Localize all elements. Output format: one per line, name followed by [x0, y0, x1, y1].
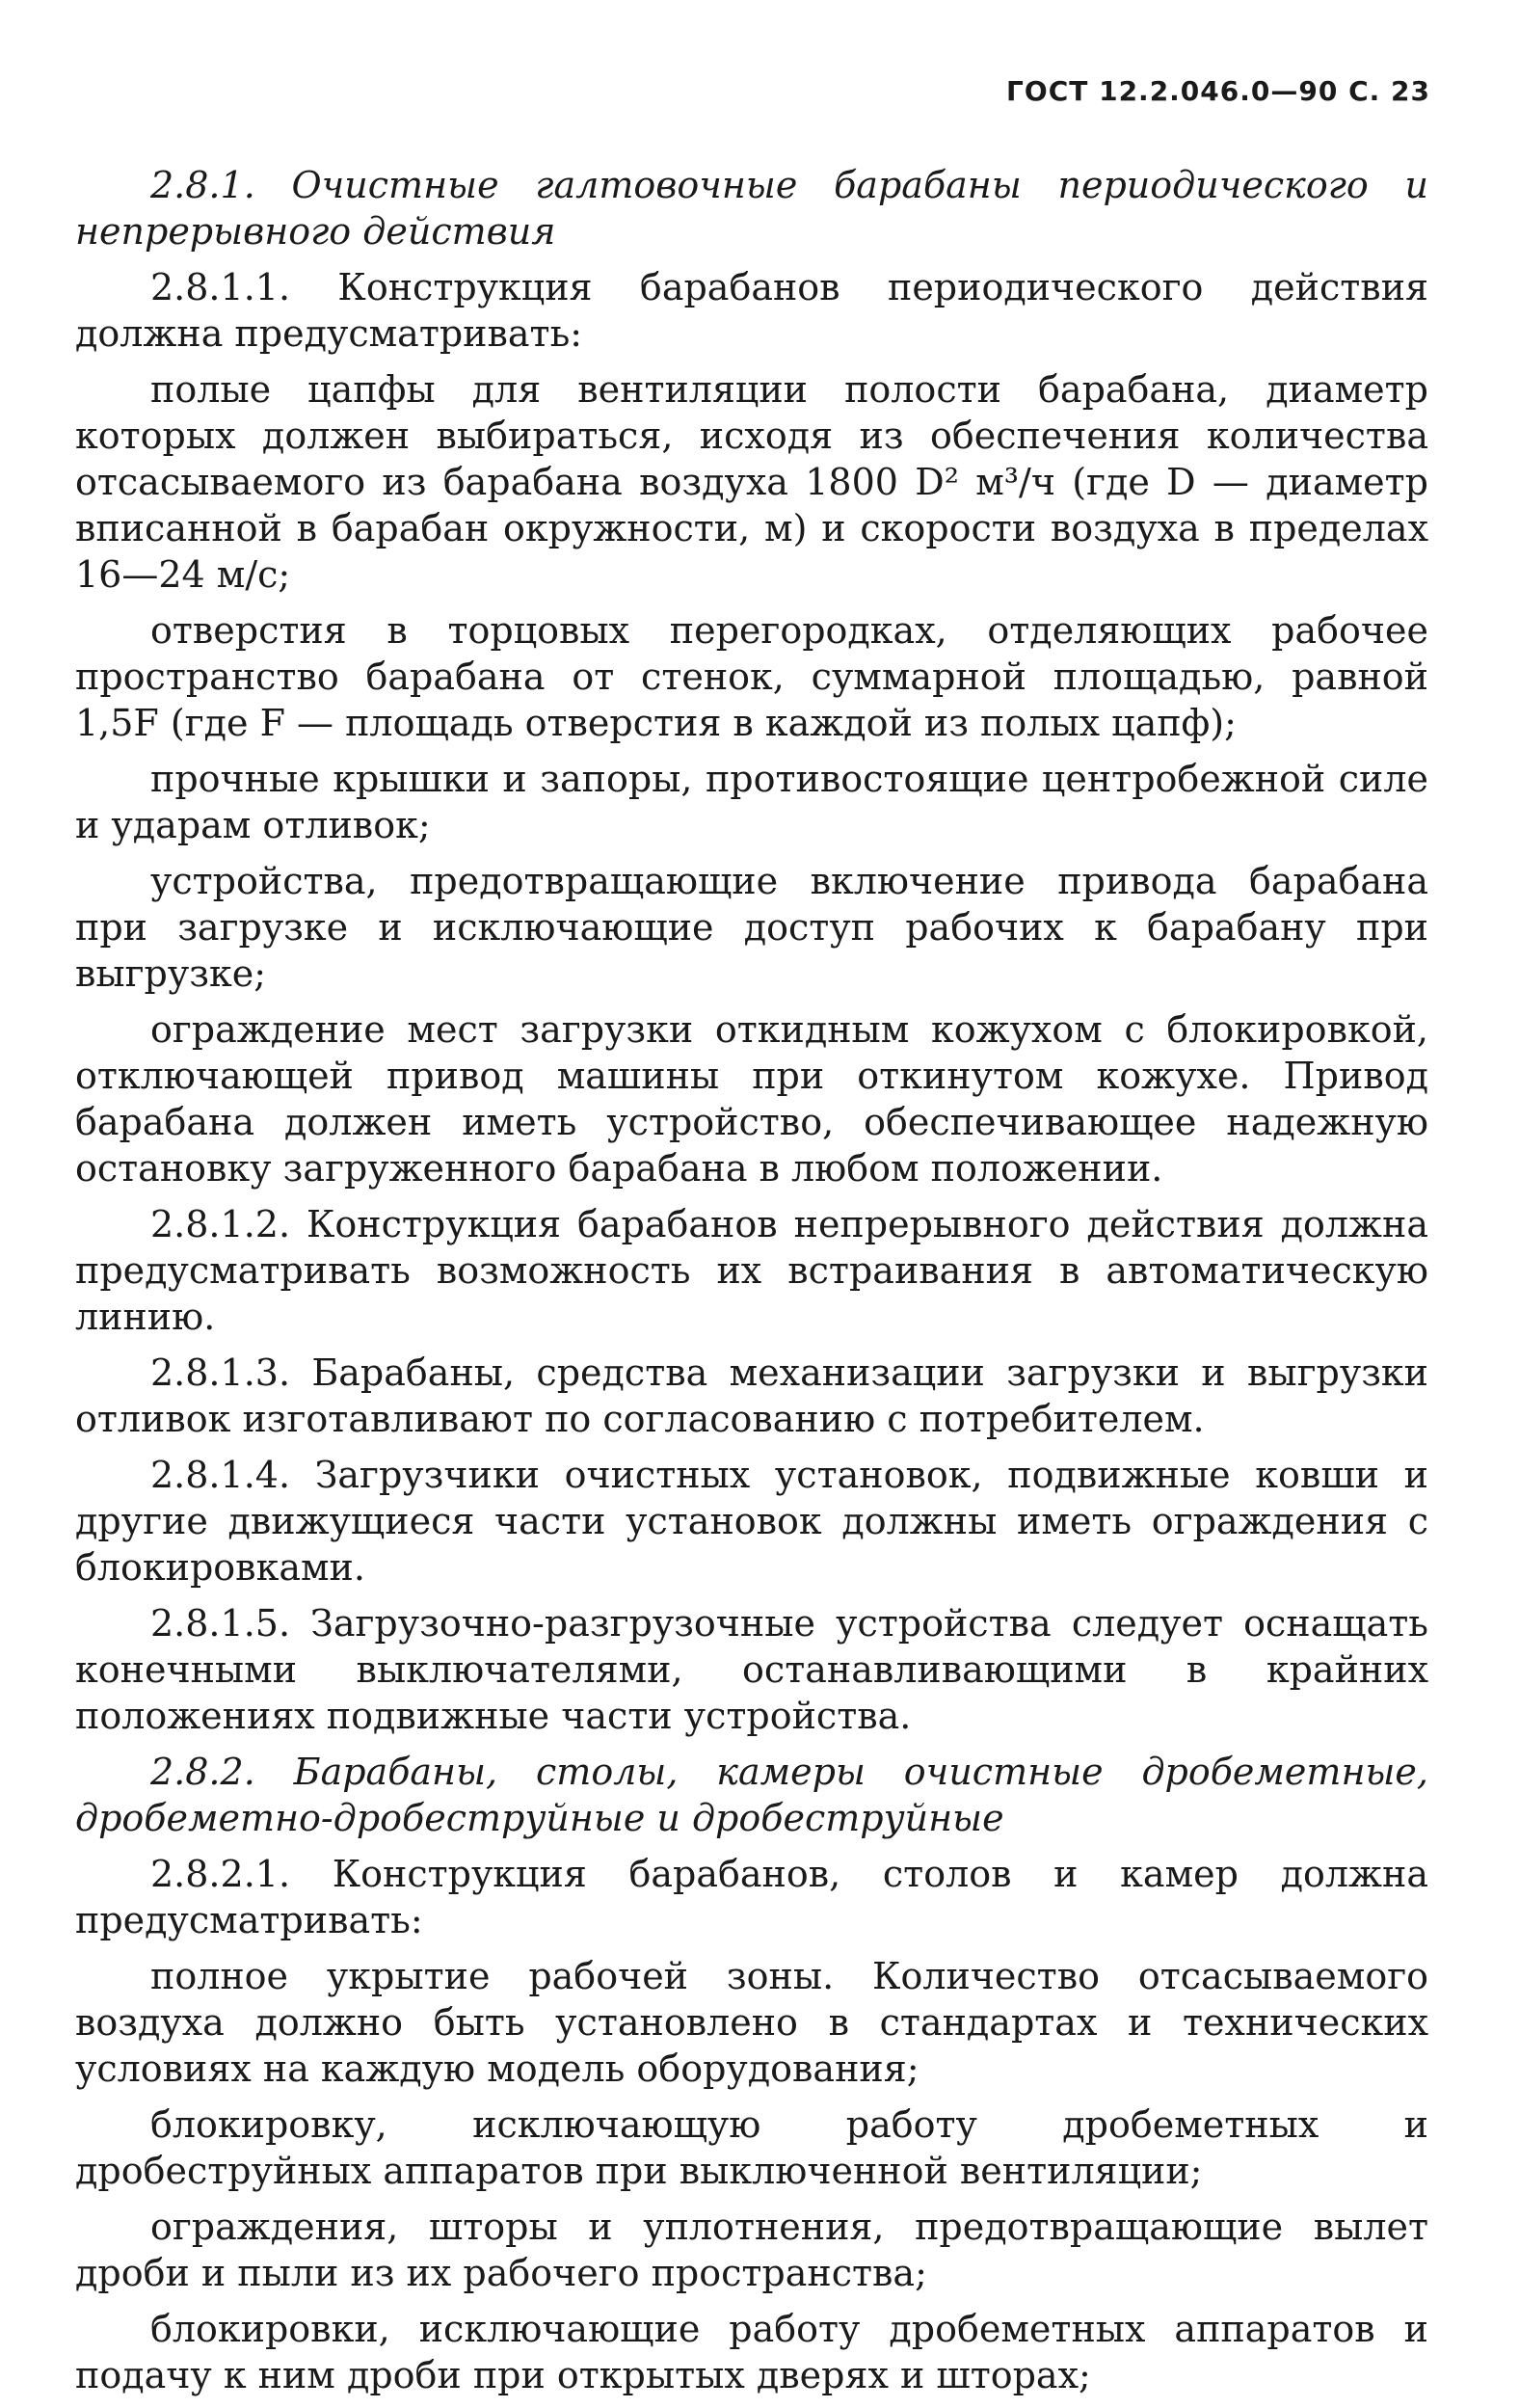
paragraph-2-8-1-2: 2.8.1.2. Конструкция барабанов непрерывного действия должна предусматривать возможность их встраивания в автоматическую линию. [75, 1203, 1428, 1338]
paragraph-hollow-trunnions: полые цапфы для вентиляции полости барабана, диаметр которых должен выбираться, исходя из обеспечения количества отсасываемого из барабана воздуха 1800 D² м³/ч (где D — диаметр вписанной в барабан окружности, м) и скорости воздуха в пределах 16—24 м/с; [75, 368, 1428, 596]
paragraph-guards-curtains: ограждения, шторы и уплотнения, предотвращающие вылет дроби и пыли из их рабочего пространства; [75, 2206, 1428, 2294]
section-heading-2-8-2: 2.8.2. Барабаны, столы, камеры очистные дробеметные, дробеметно-дробеструйные и дробеструйные [75, 1751, 1428, 1839]
section-heading-2-8-1: 2.8.1. Очистные галтовочные барабаны периодического и непрерывного действия [75, 164, 1428, 253]
paragraph-covers-locks: прочные крышки и запоры, противостоящие центробежной силе и ударам отливок; [75, 758, 1428, 846]
paragraph-2-8-1-5: 2.8.1.5. Загрузочно-разгрузочные устройства следует оснащать конечными выключателями, останавливающими в крайних положениях подвижные части устройства. [75, 1602, 1428, 1737]
paragraph-loading-guard: ограждение мест загрузки откидным кожухом с блокировкой, отключающей привод машины при откинутом кожухе. Привод барабана должен иметь устройство, обеспечивающее надежную остановку загруженного барабана в любом положении. [75, 1008, 1428, 1190]
paragraph-full-enclosure: полное укрытие рабочей зоны. Количество отсасываемого воздуха должно быть установлено в стандартах и технических условиях на каждую модель оборудования; [75, 1955, 1428, 2090]
page-header: ГОСТ 12.2.046.0—90 С. 23 [1006, 75, 1430, 107]
paragraph-2-8-1-4: 2.8.1.4. Загрузчики очистных установок, подвижные ковши и другие движущиеся части установок должны иметь ограждения с блокировками. [75, 1454, 1428, 1589]
paragraph-2-8-1-1: 2.8.1.1. Конструкция барабанов периодического действия должна предусматривать: [75, 266, 1428, 355]
paragraph-ventilation-interlock: блокировку, исключающую работу дробеметных и дробеструйных аппаратов при выключенной вентиляции; [75, 2103, 1428, 2192]
paragraph-partition-openings: отверстия в торцовых перегородках, отделяющих рабочее пространство барабана от стенок, суммарной площадью, равной 1,5F (где F — площадь отверстия в каждой из полых цапф); [75, 609, 1428, 744]
paragraph-2-8-2-1: 2.8.2.1. Конструкция барабанов, столов и камер должна предусматривать: [75, 1853, 1428, 1941]
paragraph-door-interlocks: блокировки, исключающие работу дробеметных аппаратов и подачу к ним дроби при открытых дверях и шторах; [75, 2308, 1428, 2396]
paragraph-2-8-1-3: 2.8.1.3. Барабаны, средства механизации загрузки и выгрузки отливок изготавливают по согласованию с потребителем. [75, 1351, 1428, 1440]
document-body [75, 162, 1428, 2408]
paragraph-drive-devices: устройства, предотвращающие включение привода барабана при загрузке и исключающие доступ рабочих к барабану при выгрузке; [75, 860, 1428, 995]
